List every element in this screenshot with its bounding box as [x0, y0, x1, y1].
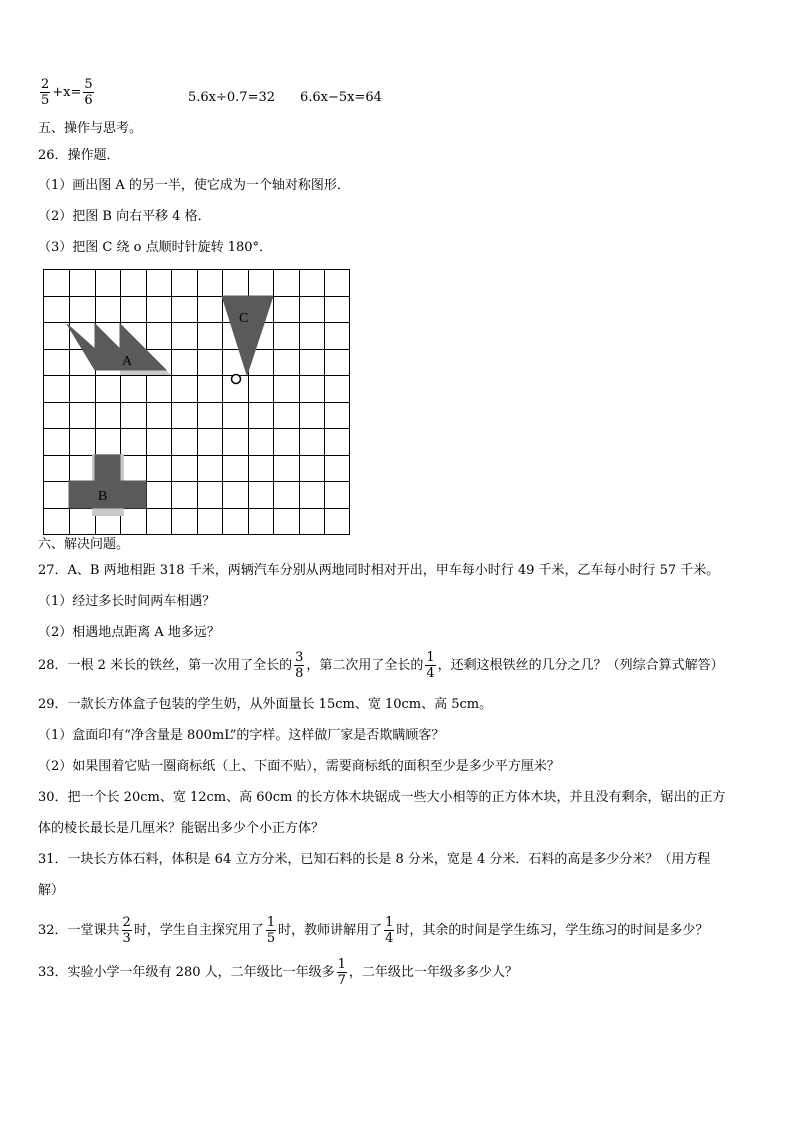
shape-b	[69, 455, 146, 508]
equation-2: 5.6x÷0.7=32	[188, 90, 276, 105]
q32-text: 32．一堂课共 $\frac{2}{3}$ 时，学生自主探究用了 $\frac{1}{5}$ 时，教师讲解用了 $\frac{1}{4}$ 时，其余的时间是学生练习，学生练习的时间是多少？	[38, 915, 709, 946]
fraction: $\frac{2}{5}$	[41, 77, 50, 108]
fraction: $\frac{1}{5}$	[266, 915, 276, 946]
label-c: C	[239, 311, 249, 326]
q30-line-1: 30．把一个长 20cm、宽 12cm、高 60cm 的长方体木块锯成一些大小相等的正方体木块，并且没有剩余，锯出的正方	[38, 790, 726, 805]
q27-text: 27．A、B 两地相距 318 千米，两辆汽车分别从两地同时相对开出，甲车每小时行 49 千米，乙车每小时行 57 千米。	[38, 563, 720, 578]
q26-title: 26．操作题．	[38, 148, 120, 163]
q29-sub-2: （2）如果围着它贴一圈商标纸（上、下面不贴），需要商标纸的面积至少是多少平方厘米？	[38, 759, 560, 774]
fraction: $\frac{1}{7}$	[337, 957, 346, 988]
q26-item-2: （2）把图 B 向右平移 4 格．	[38, 209, 211, 224]
shape-c	[222, 296, 273, 375]
q26-item-1: （1）画出图 A 的另一半，使它成为一个轴对称图形．	[38, 178, 350, 193]
shape-a	[67, 324, 166, 370]
transformation-grid	[40, 266, 354, 538]
point-o	[232, 375, 241, 384]
q31-line-2: 解）	[38, 883, 65, 898]
q30-line-2: 体的棱长最长是几厘米？能锯出多少个小正方体？	[38, 821, 325, 836]
q29-text: 29．一款长方体盒子包装的学生奶，从外面量长 15cm、宽 10cm、高 5cm。	[38, 697, 493, 712]
label-b: B	[98, 489, 108, 504]
q27-sub-2: （2）相遇地点距离 A 地多远？	[38, 625, 220, 640]
fraction: $\frac{3}{8}$	[295, 650, 304, 681]
fraction: $\frac{1}{4}$	[385, 915, 394, 946]
q31-line-1: 31．一块长方体石料，体积是 64 立方分米，已知石料的长是 8 分米，宽是 4 分米．石料的高是多少分米？（用方程	[38, 852, 711, 867]
section-six-title: 六、解决问题。	[38, 537, 130, 552]
fraction: $\frac{5}{6}$	[84, 77, 93, 108]
equation-3: 6.6x−5x=64	[300, 90, 382, 105]
fraction: $\frac{2}{3}$	[122, 915, 131, 946]
fraction: $\frac{1}{4}$	[426, 650, 435, 681]
label-a: A	[122, 354, 133, 369]
equation-text: +x=	[52, 85, 82, 100]
equation-row	[38, 77, 96, 108]
q33-text: 33．实验小学一年级有 280 人，二年级比一年级多 $\frac{1}{7}$ ，二年级比一年级多多少人？	[38, 957, 518, 988]
q28-text: 28．一根 2 米长的铁丝，第一次用了全长的 $\frac{3}{8}$ ，第二次用了全长的 $\frac{1}{4}$ ，还剩这根铁丝的几分之几？（列综合算式解答）	[38, 650, 724, 681]
q29-sub-1: （1）盒面印有“净含量是 800mL”的字样。这样做厂家是否欺瞒顾客？	[38, 728, 445, 743]
q26-item-3: （3）把图 C 绕 o 点顺时针旋转 180°．	[38, 240, 273, 255]
section-five-title: 五、操作与思考。	[38, 121, 143, 136]
q27-sub-1: （1）经过多长时间两车相遇？	[38, 594, 216, 609]
